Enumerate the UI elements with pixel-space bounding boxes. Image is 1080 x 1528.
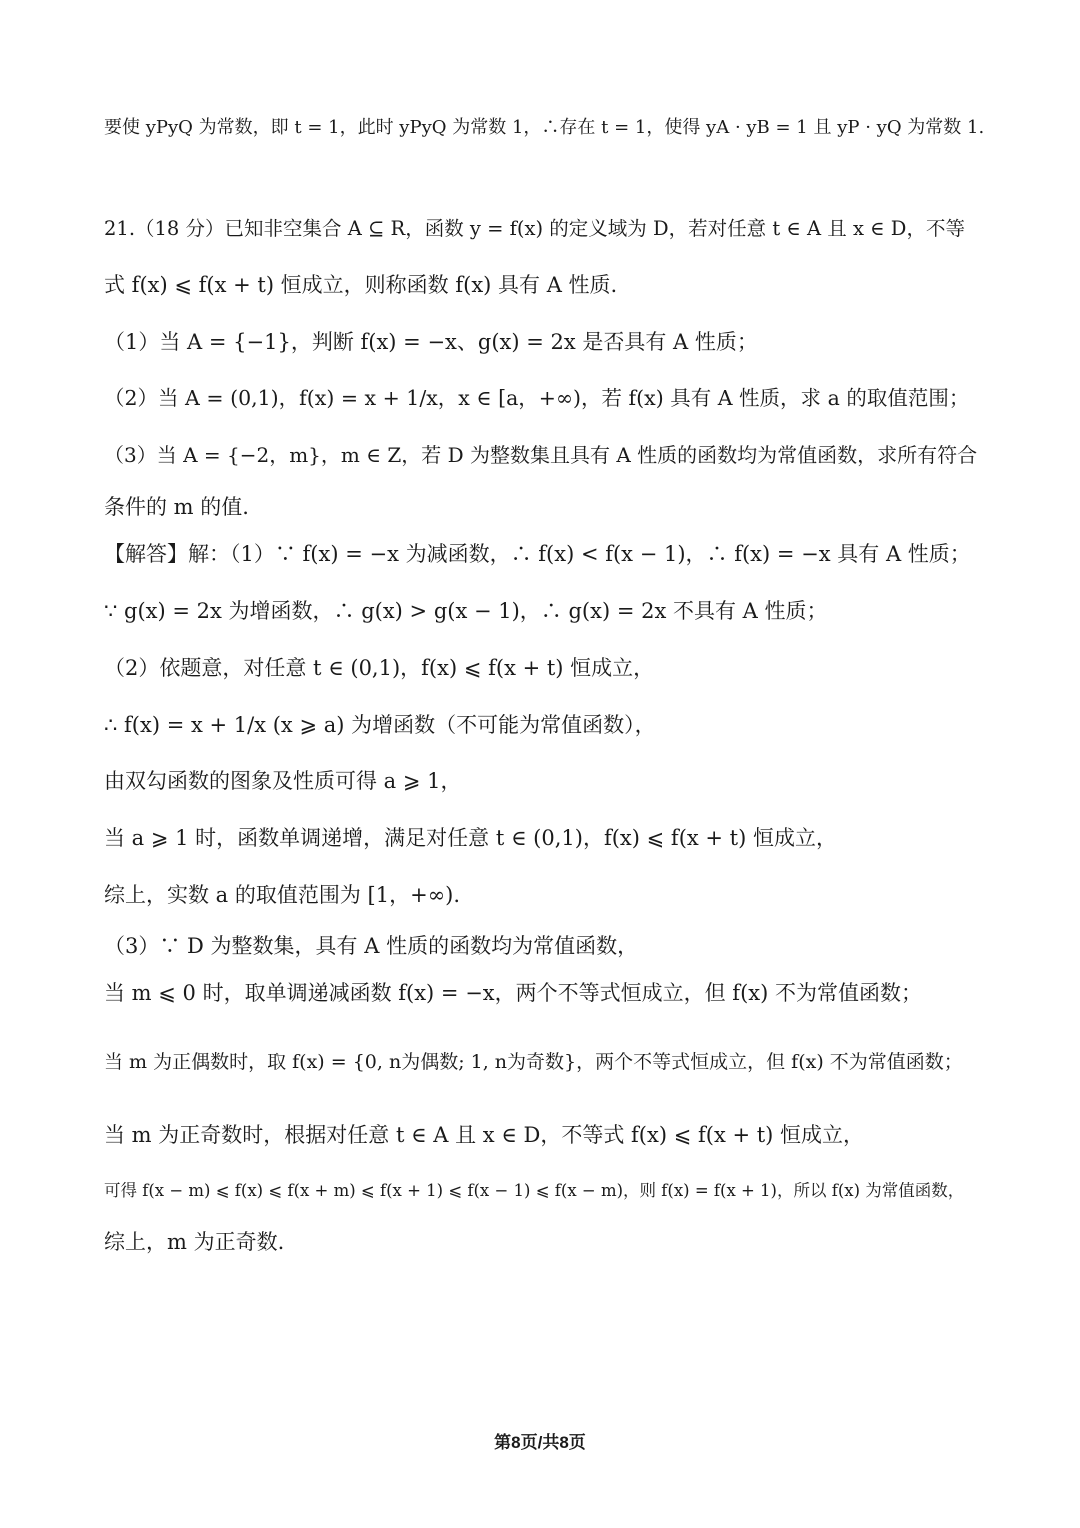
text-line: 要使 yPyQ 为常数，即 t = 1，此时 yPyQ 为常数 1，∴存在 t = 1，使得 yA · yB = 1 且 yP · yQ 为常数 1. — [104, 117, 985, 138]
text-line: ∵ g(x) = 2x 为增函数，∴ g(x) > g(x − 1)，∴ g(x) = 2x 不具有 A 性质； — [104, 599, 828, 623]
page-footer: 第8页/共8页 — [494, 1433, 586, 1452]
text-line: 综上，m 为正奇数. — [104, 1230, 285, 1254]
text-line: 式 f(x) ⩽ f(x + t) 恒成立，则称函数 f(x) 具有 A 性质. — [104, 273, 618, 297]
text-line: ∴ f(x) = x + 1/x (x ⩾ a) 为增函数（不可能为常值函数）， — [104, 713, 656, 737]
question-2: （2）当 A = (0,1)，f(x) = x + 1/x，x ∈ [a，+∞)，若 f(x) 具有 A 性质，求 a 的取值范围； — [104, 386, 970, 410]
text-line: 条件的 m 的值. — [104, 495, 249, 519]
text-line: （2）依题意，对任意 t ∈ (0,1)，f(x) ⩽ f(x + t) 恒成立， — [104, 656, 655, 680]
text-line: 可得 f(x − m) ⩽ f(x) ⩽ f(x + m) ⩽ f(x + 1) ⩽ f(x − 1) ⩽ f(x − m)，则 f(x) = f(x + 1)，所以 f(x) 为常值函数， — [104, 1181, 965, 1200]
text-line: 由双勾函数的图象及性质可得 a ⩾ 1， — [104, 769, 462, 793]
text-line: 综上，实数 a 的取值范围为 [1，+∞). — [104, 883, 461, 907]
text-line: 当 m 为正偶数时，取 f(x) = {0, n为偶数; 1, n为奇数}，两个不等式恒成立，但 f(x) 不为常值函数； — [104, 1051, 963, 1073]
text-line: 当 m 为正奇数时，根据对任意 t ∈ A 且 x ∈ D，不等式 f(x) ⩽ f(x + t) 恒成立， — [104, 1123, 865, 1147]
solution-heading: 【解答】解：（1）∵ f(x) = −x 为减函数，∴ f(x) < f(x − 1)，∴ f(x) = −x 具有 A 性质； — [104, 542, 971, 566]
text-line: （3）∵ D 为整数集，具有 A 性质的函数均为常值函数， — [104, 934, 639, 958]
text-line: 当 m ⩽ 0 时，取单调递减函数 f(x) = −x，两个不等式恒成立，但 f(x) 不为常值函数； — [104, 981, 922, 1005]
question-3: （3）当 A = {−2，m}，m ∈ Z，若 D 为整数集且具有 A 性质的函数均为常值函数，求所有符合 — [104, 443, 978, 467]
question-1: （1）当 A = {−1}，判断 f(x) = −x、g(x) = 2x 是否具有 A 性质； — [104, 330, 758, 354]
text-line: 当 a ⩾ 1 时，函数单调递增，满足对任意 t ∈ (0,1)，f(x) ⩽ f(x + t) 恒成立， — [104, 826, 837, 850]
problem-21-line: 21.（18 分）已知非空集合 A ⊆ R，函数 y = f(x) 的定义域为 D，若对任意 t ∈ A 且 x ∈ D，不等 — [104, 217, 965, 240]
